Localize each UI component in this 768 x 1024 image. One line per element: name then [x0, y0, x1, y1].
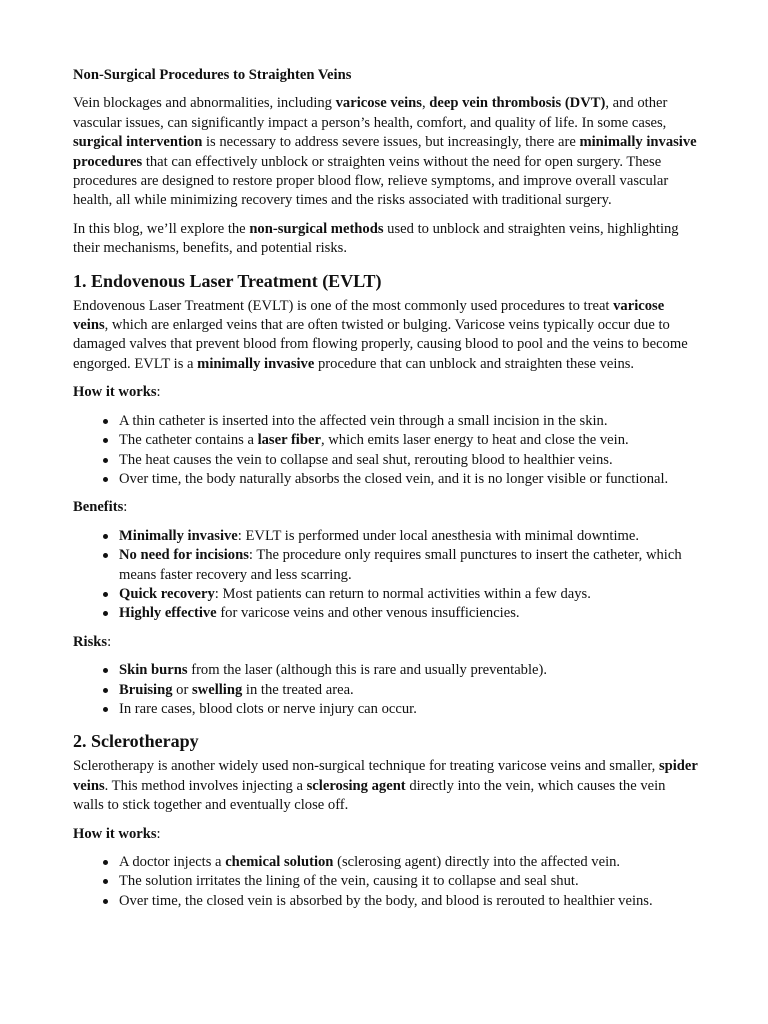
intro-text: ,	[421, 95, 430, 112]
intro-text: that can effectively unblock or straighten veins without the need for open surgery. These procedures are designed to restore proper blood flow, relieve symptoms, and improve overall vascular health, all while minimizing recovery times and the risks associated with traditional surgery.	[73, 153, 669, 209]
evlt-text: , which are enlarged veins that are often twisted or bulging. Varicose veins typically occur due to damaged valves that prevent blood from flowing properly, causing blood to pool and the veins to become engorged. EVLT is a	[73, 317, 688, 372]
label-text: Risks	[73, 633, 108, 650]
item-text: from the laser (although this is rare and usually preventable).	[187, 662, 548, 679]
list-item	[119, 412, 698, 431]
list-item	[119, 681, 698, 700]
sclero-paragraph	[73, 757, 698, 815]
label-text: How it works	[73, 825, 157, 842]
item-bold: swelling	[192, 681, 243, 698]
item-text: Over time, the closed vein is absorbed by the body, and blood is rerouted to healthier veins.	[119, 892, 653, 909]
list-item	[119, 451, 698, 470]
label-colon: :	[107, 633, 112, 650]
item-text: : Most patients can return to normal activities within a few days.	[214, 585, 591, 602]
list-item	[119, 661, 698, 680]
evlt-bold: varicose veins	[73, 297, 665, 334]
item-text: (sclerosing agent) directly into the affected vein.	[333, 854, 621, 870]
item-text: A thin catheter is inserted into the affected vein through a small incision in the skin.	[119, 412, 608, 429]
item-text: The solution irritates the lining of the vein, causing it to collapse and seal shut.	[119, 873, 579, 890]
list-item	[119, 585, 698, 604]
sclero-text: Sclerotherapy is another widely used non-surgical technique for treating varicose veins and smaller,	[73, 758, 659, 775]
sclero-text: directly into the vein, which causes the vein walls to stick together and eventually close off.	[73, 777, 666, 814]
label-colon: :	[156, 384, 161, 401]
blog-intro-paragraph	[73, 220, 698, 259]
evlt-text: Endovenous Laser Treatment (EVLT) is one of the most commonly used procedures to treat	[73, 297, 614, 314]
label-text: Benefits	[73, 499, 124, 516]
item-text: Over time, the body naturally absorbs the closed vein, and it is no longer visible or functional.	[119, 470, 669, 487]
list-item	[119, 604, 698, 623]
intro-paragraph	[73, 94, 698, 210]
item-text: In rare cases, blood clots or nerve injury can occur.	[119, 700, 417, 717]
list-item	[119, 892, 698, 911]
item-bold: Quick recovery	[119, 585, 215, 602]
intro-bold: varicose veins	[335, 95, 422, 112]
evlt-paragraph	[73, 297, 698, 375]
list-item	[119, 872, 698, 891]
evlt-bold: minimally invasive	[197, 355, 315, 372]
item-bold: Bruising	[119, 681, 173, 698]
intro-text: , and other vascular issues, can significantly impact a person’s health, comfort, and quality of life. In some cases,	[73, 95, 668, 131]
item-text: for varicose veins and other venous insufficiencies.	[216, 605, 520, 622]
item-text: in the treated area.	[242, 681, 354, 698]
item-text: : EVLT is performed under local anesthesia with minimal downtime.	[237, 527, 640, 544]
evlt-risks-label	[73, 633, 698, 652]
evlt-benefits-list	[73, 527, 698, 624]
label-colon: :	[123, 499, 128, 516]
item-bold: No need for incisions	[119, 547, 249, 564]
intro-text: is necessary to address severe issues, but increasingly, there are	[202, 134, 580, 151]
section-heading-sclerotherapy: 2. Sclerotherapy	[73, 731, 199, 752]
item-text: : The procedure only requires small punctures to insert the catheter, which means faster recovery and less scarring.	[119, 547, 682, 583]
item-bold: Minimally invasive	[119, 527, 238, 544]
blog-intro-text: used to unblock and straighten veins, highlighting their mechanisms, benefits, and potential risks.	[73, 220, 679, 257]
blog-intro-text: In this blog, we’ll explore the	[73, 220, 250, 237]
evlt-text: procedure that can unblock and straighten these veins.	[314, 355, 635, 372]
label-colon: :	[156, 825, 161, 842]
evlt-how-label	[73, 383, 698, 402]
item-text: A doctor injects a	[119, 854, 226, 870]
list-item	[119, 546, 698, 585]
blog-intro-bold: non-surgical methods	[249, 220, 384, 237]
section-heading-evlt: 1. Endovenous Laser Treatment (EVLT)	[73, 270, 382, 291]
sclero-bold: sclerosing agent	[306, 777, 406, 794]
intro-text: Vein blockages and abnormalities, including	[73, 95, 336, 112]
evlt-risks-list	[73, 661, 698, 719]
list-item	[119, 700, 698, 719]
item-text: The heat causes the vein to collapse and seal shut, rerouting blood to healthier veins.	[119, 451, 613, 468]
sclero-how-label	[73, 825, 698, 844]
item-text: The catheter contains a	[119, 432, 258, 449]
item-bold: Skin burns	[119, 662, 188, 679]
sclero-bold: spider veins	[73, 758, 698, 794]
intro-bold: deep vein thrombosis (DVT)	[429, 95, 606, 112]
intro-bold: minimally invasive procedures	[73, 134, 697, 170]
sclero-text: . This method involves injecting a	[104, 777, 307, 794]
evlt-how-list	[73, 412, 698, 490]
list-item	[119, 470, 698, 489]
evlt-benefits-label	[73, 498, 698, 517]
list-item	[119, 853, 698, 872]
item-bold: laser fiber	[257, 432, 321, 449]
item-bold: Highly effective	[119, 605, 217, 622]
label-text: How it works	[73, 384, 157, 401]
intro-bold: surgical intervention	[73, 134, 203, 151]
list-item	[119, 431, 698, 450]
item-text: or	[172, 681, 192, 698]
list-item	[119, 527, 698, 546]
item-text: , which emits laser energy to heat and close the vein.	[320, 432, 629, 449]
item-bold: chemical solution	[225, 854, 334, 870]
document-title: Non-Surgical Procedures to Straighten Veins	[73, 67, 352, 83]
sclero-how-list	[73, 853, 698, 911]
